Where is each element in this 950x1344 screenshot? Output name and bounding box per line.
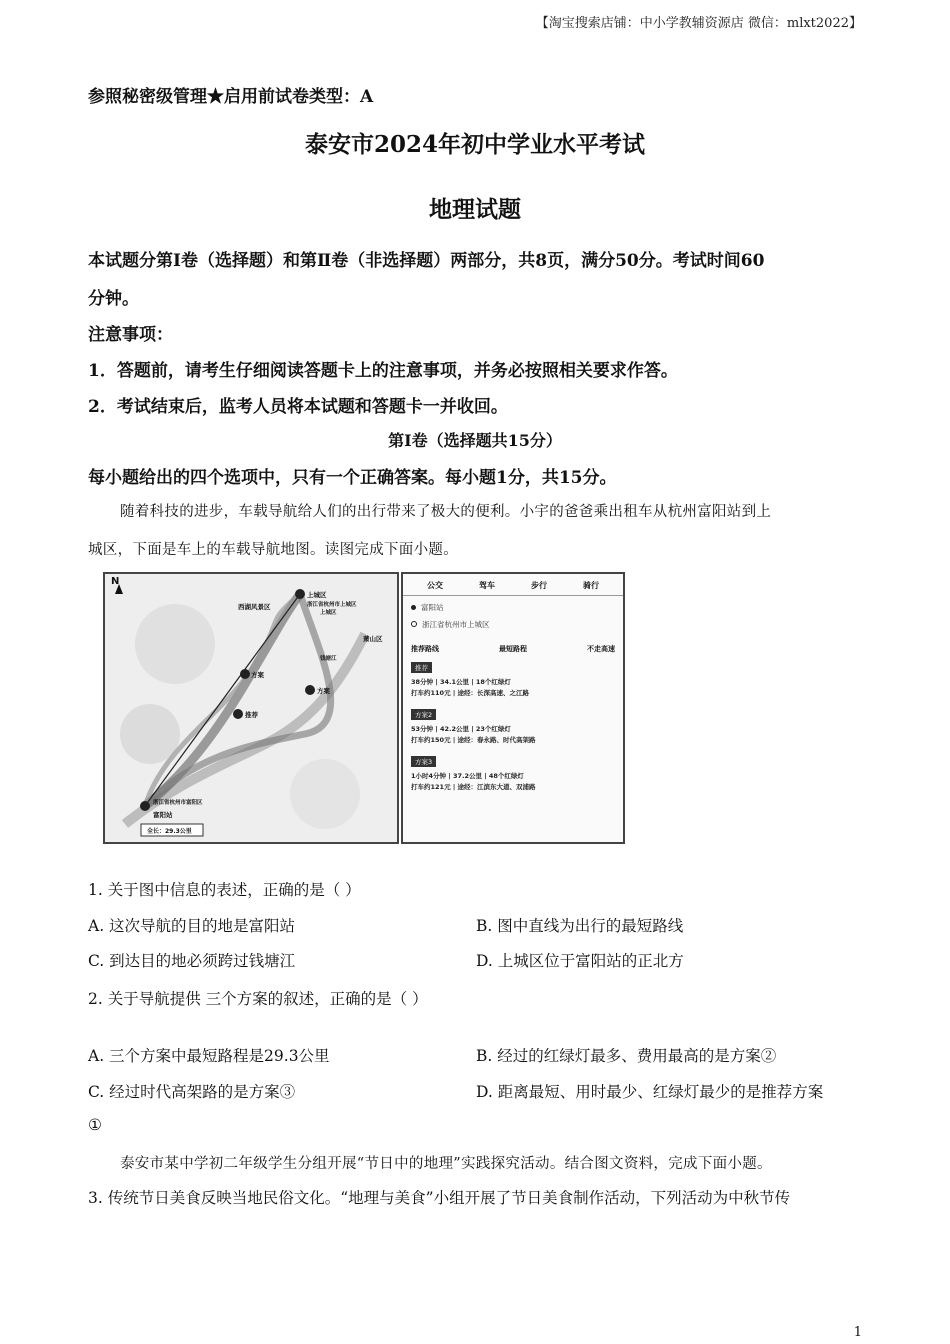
question-1-option-c: C. 到达目的地必须跨过钱塘江 <box>88 952 296 970</box>
navigation-map <box>103 572 399 844</box>
notice-item-1: 1．答题前，请考生仔细阅读答题卡上的注意事项，并务必按照相关要求作答。 <box>88 361 678 381</box>
passage-2: 泰安市某中学初二年级学生分组开展“节日中的地理”实践探究活动。结合图文资料，完成下面小题。 <box>120 1156 772 1172</box>
passage-1-line-1: 随着科技的进步，车载导航给人们的出行带来了极大的便利。小宇的爸爸乘出租车从杭州富阳站到上 <box>120 504 772 520</box>
navigation-figure <box>103 572 625 842</box>
map-label-dest-addr: 浙江省杭州市上城区 <box>307 602 357 608</box>
sort-recommended[interactable]: 推荐路线 <box>411 645 439 653</box>
section-title: 第Ⅰ卷（选择题共15分） <box>388 431 562 450</box>
plan-card-3[interactable] <box>411 756 615 791</box>
route-from[interactable]: 富阳站 <box>411 602 615 613</box>
question-1-option-d: D. 上城区位于富阳站的正北方 <box>476 952 684 970</box>
question-2-option-c: C. 经过时代高架路的是方案③ <box>88 1083 296 1101</box>
question-3-stem: 3. 传统节日美食反映当地民俗文化。“地理与美食”小组开展了节日美食制作活动，下列活动为中秋节传 <box>88 1189 791 1207</box>
question-1-option-a: A. 这次导航的目的地是富阳站 <box>88 917 296 935</box>
sort-no-highway[interactable]: 不走高速 <box>587 645 615 653</box>
question-2-option-d: D. 距离最短、用时最少、红绿灯最少的是推荐方案 <box>476 1083 824 1101</box>
plan-card-2[interactable] <box>411 709 615 744</box>
map-label-xihu: 西湖风景区 <box>238 603 271 611</box>
sort-shortest[interactable]: 最短路程 <box>499 645 527 653</box>
question-2-option-d-continued: ① <box>88 1116 102 1134</box>
exam-subtitle: 地理试题 <box>429 196 521 223</box>
question-1-option-b: B. 图中直线为出行的最短路线 <box>476 917 684 935</box>
plan-summary: 53分钟 | 42.2公里 | 23个红绿灯 <box>411 725 511 733</box>
map-label-xiaoshan: 萧山区 <box>363 635 383 643</box>
map-label-plan-3: 方案 <box>317 687 330 695</box>
map-label-fuyang: 富阳站 <box>153 811 173 819</box>
map-label-plan-1: 方案 <box>251 671 264 679</box>
question-2-option-b: B. 经过的红绿灯最多、费用最高的是方案② <box>476 1047 777 1065</box>
intro-line-1: 本试题分第Ⅰ卷（选择题）和第Ⅱ卷（非选择题）两部分，共8页，满分50分。考试时间60 <box>88 251 765 271</box>
classification-label: 参照秘密级管理★启用前试卷类型：A <box>88 87 374 107</box>
section-instruction: 每小题给出的四个选项中，只有一个正确答案。每小题1分，共15分。 <box>88 468 617 488</box>
plan-summary: 1小时4分钟 | 37.2公里 | 48个红绿灯 <box>411 772 524 780</box>
plan-summary: 38分钟 | 34.1公里 | 18个红绿灯 <box>411 678 511 686</box>
route-to[interactable]: 浙江省杭州市上城区 <box>411 619 615 630</box>
tab-drive[interactable]: 驾车 <box>479 581 495 590</box>
passage-1-line-2: 城区，下面是车上的车载导航地图。读图完成下面小题。 <box>88 542 458 558</box>
plan-tag: 方案3 <box>411 756 436 767</box>
map-label-qiantang: 钱塘江 <box>320 656 337 662</box>
question-2-option-a: A. 三个方案中最短路程是29.3公里 <box>88 1047 330 1065</box>
question-1-stem: 1. 关于图中信息的表述，正确的是（ ） <box>88 881 361 899</box>
plan-detail: 打车约110元 | 途经：长深高速、之江路 <box>411 689 529 697</box>
tab-bus[interactable]: 公交 <box>427 581 443 590</box>
tab-walk[interactable]: 步行 <box>531 581 547 590</box>
question-2-stem: 2. 关于导航提供 三个方案的叙述，正确的是（ ） <box>88 990 428 1008</box>
map-label-shangcheng-2: 上城区 <box>320 610 337 616</box>
notice-item-2: 2．考试结束后，监考人员将本试题和答题卡一并收回。 <box>88 397 508 417</box>
sort-options <box>411 644 615 654</box>
map-label-fuyang-addr: 浙江省杭州市富阳区 <box>153 800 203 806</box>
map-graphic <box>105 574 397 842</box>
plan-tag: 方案2 <box>411 709 436 720</box>
tab-bike[interactable]: 骑行 <box>583 581 599 590</box>
plan-card-1[interactable] <box>411 662 615 697</box>
destination-ring-icon <box>411 621 417 627</box>
plan-tag: 推荐 <box>411 662 432 673</box>
mode-tabs <box>403 574 623 596</box>
north-label: N <box>111 576 120 587</box>
map-scale-label: 全长：29.3公里 <box>147 828 192 835</box>
origin-dot-icon <box>411 605 416 610</box>
header-note: 【淘宝搜索店铺：中小学教辅资源店 微信：mlxt2022】 <box>535 16 862 31</box>
plan-detail: 打车约150元 | 途经：春永路、时代高架路 <box>411 736 536 744</box>
plan-detail: 打车约121元 | 途经：江滨东大道、双浦路 <box>411 783 536 791</box>
page-number: 1 <box>853 1325 862 1340</box>
map-label-shangcheng: 上城区 <box>307 591 327 599</box>
exam-title: 泰安市2024年初中学业水平考试 <box>304 131 645 158</box>
route-panel <box>401 572 625 844</box>
intro-line-2: 分钟。 <box>88 289 139 309</box>
map-label-plan-2: 推荐 <box>245 711 258 719</box>
notice-title: 注意事项： <box>88 325 173 345</box>
